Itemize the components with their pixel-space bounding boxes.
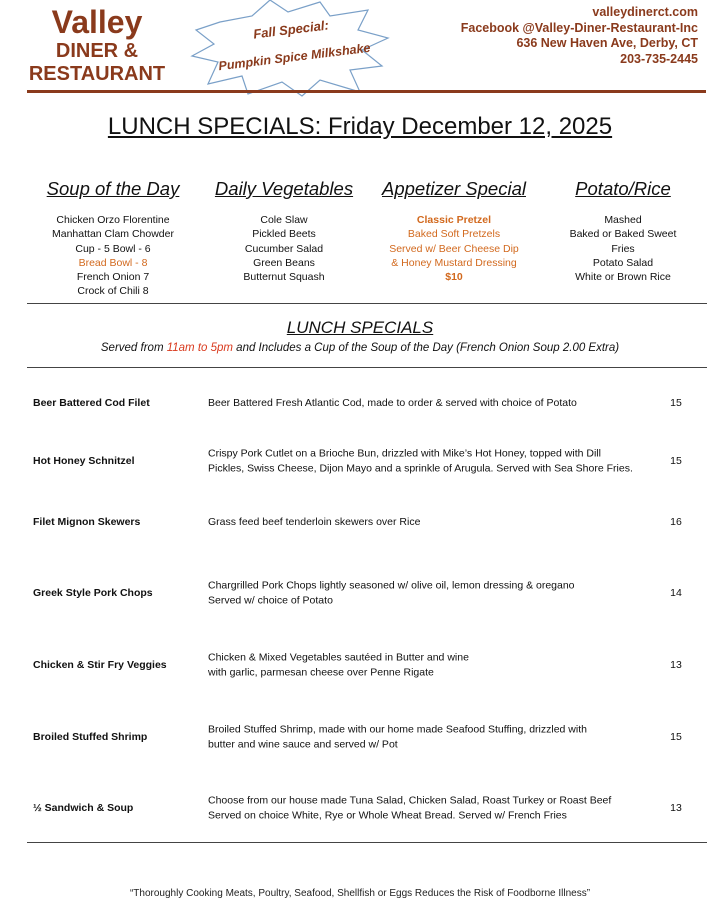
potato-item: Baked or Baked Sweet xyxy=(569,228,677,241)
menu-row xyxy=(0,712,720,762)
soup-heading: Soup of the Day xyxy=(46,178,180,199)
menu-item-price: 16 xyxy=(670,516,682,528)
potato-item: Mashed xyxy=(604,214,642,226)
vegetable-item: Pickled Beets xyxy=(252,228,316,241)
promo-item: Pumpkin Spice Milkshake xyxy=(217,40,372,74)
vegetables-column xyxy=(204,178,364,284)
menu-item-price: 15 xyxy=(670,397,682,409)
menu-item-price: 13 xyxy=(670,802,682,814)
food-safety-notice: “Thoroughly Cooking Meats, Poultry, Seafood, Shellfish or Eggs Reduces the Risk of Foodborne Illness” xyxy=(129,888,591,899)
appetizer-name: Classic Pretzel xyxy=(416,214,492,226)
menu-item-name: Greek Style Pork Chops xyxy=(33,587,153,599)
served-note-pre: Served from xyxy=(100,342,167,354)
menu-item-price: 15 xyxy=(670,455,682,467)
menu-row xyxy=(0,497,720,547)
appetizer-price: $10 xyxy=(445,271,463,284)
vegetable-item: Butternut Squash xyxy=(243,271,325,284)
section-divider xyxy=(27,842,707,843)
soup-item: Manhattan Clam Chowder xyxy=(52,228,174,241)
menu-item-name: Broiled Stuffed Shrimp xyxy=(33,731,148,743)
menu-item-price: 13 xyxy=(670,659,682,671)
lunch-specials-heading: LUNCH SPECIALS xyxy=(286,318,434,337)
menu-row xyxy=(0,783,720,833)
menu-item-description xyxy=(208,794,648,823)
menu-item-name: Chicken & Stir Fry Veggies xyxy=(33,659,167,671)
appetizer-desc: Served w/ Beer Cheese Dip xyxy=(389,242,519,255)
page-title: LUNCH SPECIALS: Friday December 12, 2025 xyxy=(107,113,613,140)
header-divider xyxy=(27,90,706,93)
logo-line-valley: Valley xyxy=(51,4,143,40)
soup-item: French Onion 7 xyxy=(76,271,150,284)
menu-item-name: Beer Battered Cod Filet xyxy=(33,397,150,409)
appetizer-desc: & Honey Mustard Dressing xyxy=(391,256,517,269)
description-line: Crispy Pork Cutlet on a Brioche Bun, drizzled with Mike’s Hot Honey, topped with Dill xyxy=(208,447,601,460)
soup-bread-bowl: Bread Bowl - 8 xyxy=(78,256,148,269)
description-line: Beer Battered Fresh Atlantic Cod, made to order & served with choice of Potato xyxy=(208,396,577,409)
menu-item-description xyxy=(208,651,648,680)
menu-item-name: ½ Sandwich & Soup xyxy=(33,802,134,814)
appetizer-column xyxy=(372,178,536,284)
soup-prices: Cup - 5 Bowl - 6 xyxy=(75,242,151,255)
appetizer-heading: Appetizer Special xyxy=(382,178,526,199)
menu-item-name: Hot Honey Schnitzel xyxy=(33,455,135,467)
vegetable-item: Cole Slaw xyxy=(260,214,308,226)
potato-column xyxy=(548,178,698,284)
description-line: Chargrilled Pork Chops lightly seasoned w/ olive oil, lemon dressing & oregano xyxy=(208,579,575,592)
contact-block xyxy=(461,5,698,67)
menu-item-description xyxy=(208,515,648,530)
potato-heading: Potato/Rice xyxy=(575,178,671,199)
promo-title: Fall Special: xyxy=(252,17,330,42)
served-hours: 11am to 5pm xyxy=(166,342,233,354)
logo-line-restaurant: RESTAURANT xyxy=(28,63,166,85)
menu-item-name: Filet Mignon Skewers xyxy=(33,516,141,528)
potato-item: Potato Salad xyxy=(592,256,654,269)
description-line: Served w/ choice of Potato xyxy=(208,594,333,606)
menu-item-description xyxy=(208,396,648,411)
soup-item: Chicken Orzo Florentine xyxy=(56,214,170,226)
address: 636 New Haven Ave, Derby, CT xyxy=(516,36,698,50)
phone: 203-735-2445 xyxy=(620,51,698,66)
restaurant-logo xyxy=(22,4,172,86)
facebook-link[interactable]: Facebook @Valley-Diner-Restaurant-Inc xyxy=(460,20,698,35)
description-line: Broiled Stuffed Shrimp, made with our home made Seafood Stuffing, drizzled with xyxy=(208,723,587,736)
appetizer-desc: Baked Soft Pretzels xyxy=(407,228,501,241)
description-line: with garlic, parmesan cheese over Penne Rigate xyxy=(208,666,434,678)
served-note-post: and Includes a Cup of the Soup of the Day (French Onion Soup 2.00 Extra) xyxy=(232,342,620,354)
menu-item-price: 15 xyxy=(670,731,682,743)
description-line: Pickles, Swiss Cheese, Dijon Mayo and a sprinkle of Arugula. Served with Sea Shore Fries. xyxy=(208,462,633,474)
section-divider xyxy=(27,303,707,304)
soup-column xyxy=(33,178,193,299)
section-divider xyxy=(27,367,707,368)
menu-item-description xyxy=(208,447,648,476)
vegetable-item: Cucumber Salad xyxy=(244,242,324,255)
vegetable-item: Green Beans xyxy=(253,256,315,269)
description-line: butter and wine sauce and served w/ Pot xyxy=(208,738,398,750)
soup-item: Crock of Chili 8 xyxy=(77,285,149,298)
menu-row xyxy=(0,436,720,486)
menu-item-description xyxy=(208,579,648,608)
website-link[interactable]: valleydinerct.com xyxy=(592,5,698,19)
description-line: Chicken & Mixed Vegetables sautéed in Butter and wine xyxy=(208,651,469,664)
menu-item-price: 14 xyxy=(670,587,682,599)
logo-line-diner: DINER & xyxy=(55,40,139,62)
potato-item: White or Brown Rice xyxy=(575,271,671,284)
description-line: Grass feed beef tenderloin skewers over Rice xyxy=(208,515,421,528)
description-line: Served on choice White, Rye or Whole Wheat Bread. Served w/ French Fries xyxy=(208,809,567,821)
menu-row xyxy=(0,568,720,618)
potato-item: Fries xyxy=(611,242,635,255)
description-line: Choose from our house made Tuna Salad, Chicken Salad, Roast Turkey or Roast Beef xyxy=(208,794,612,807)
vegetables-heading: Daily Vegetables xyxy=(214,178,354,199)
menu-row xyxy=(0,640,720,690)
menu-row xyxy=(0,378,720,428)
served-note xyxy=(0,342,720,354)
menu-item-description xyxy=(208,723,648,752)
